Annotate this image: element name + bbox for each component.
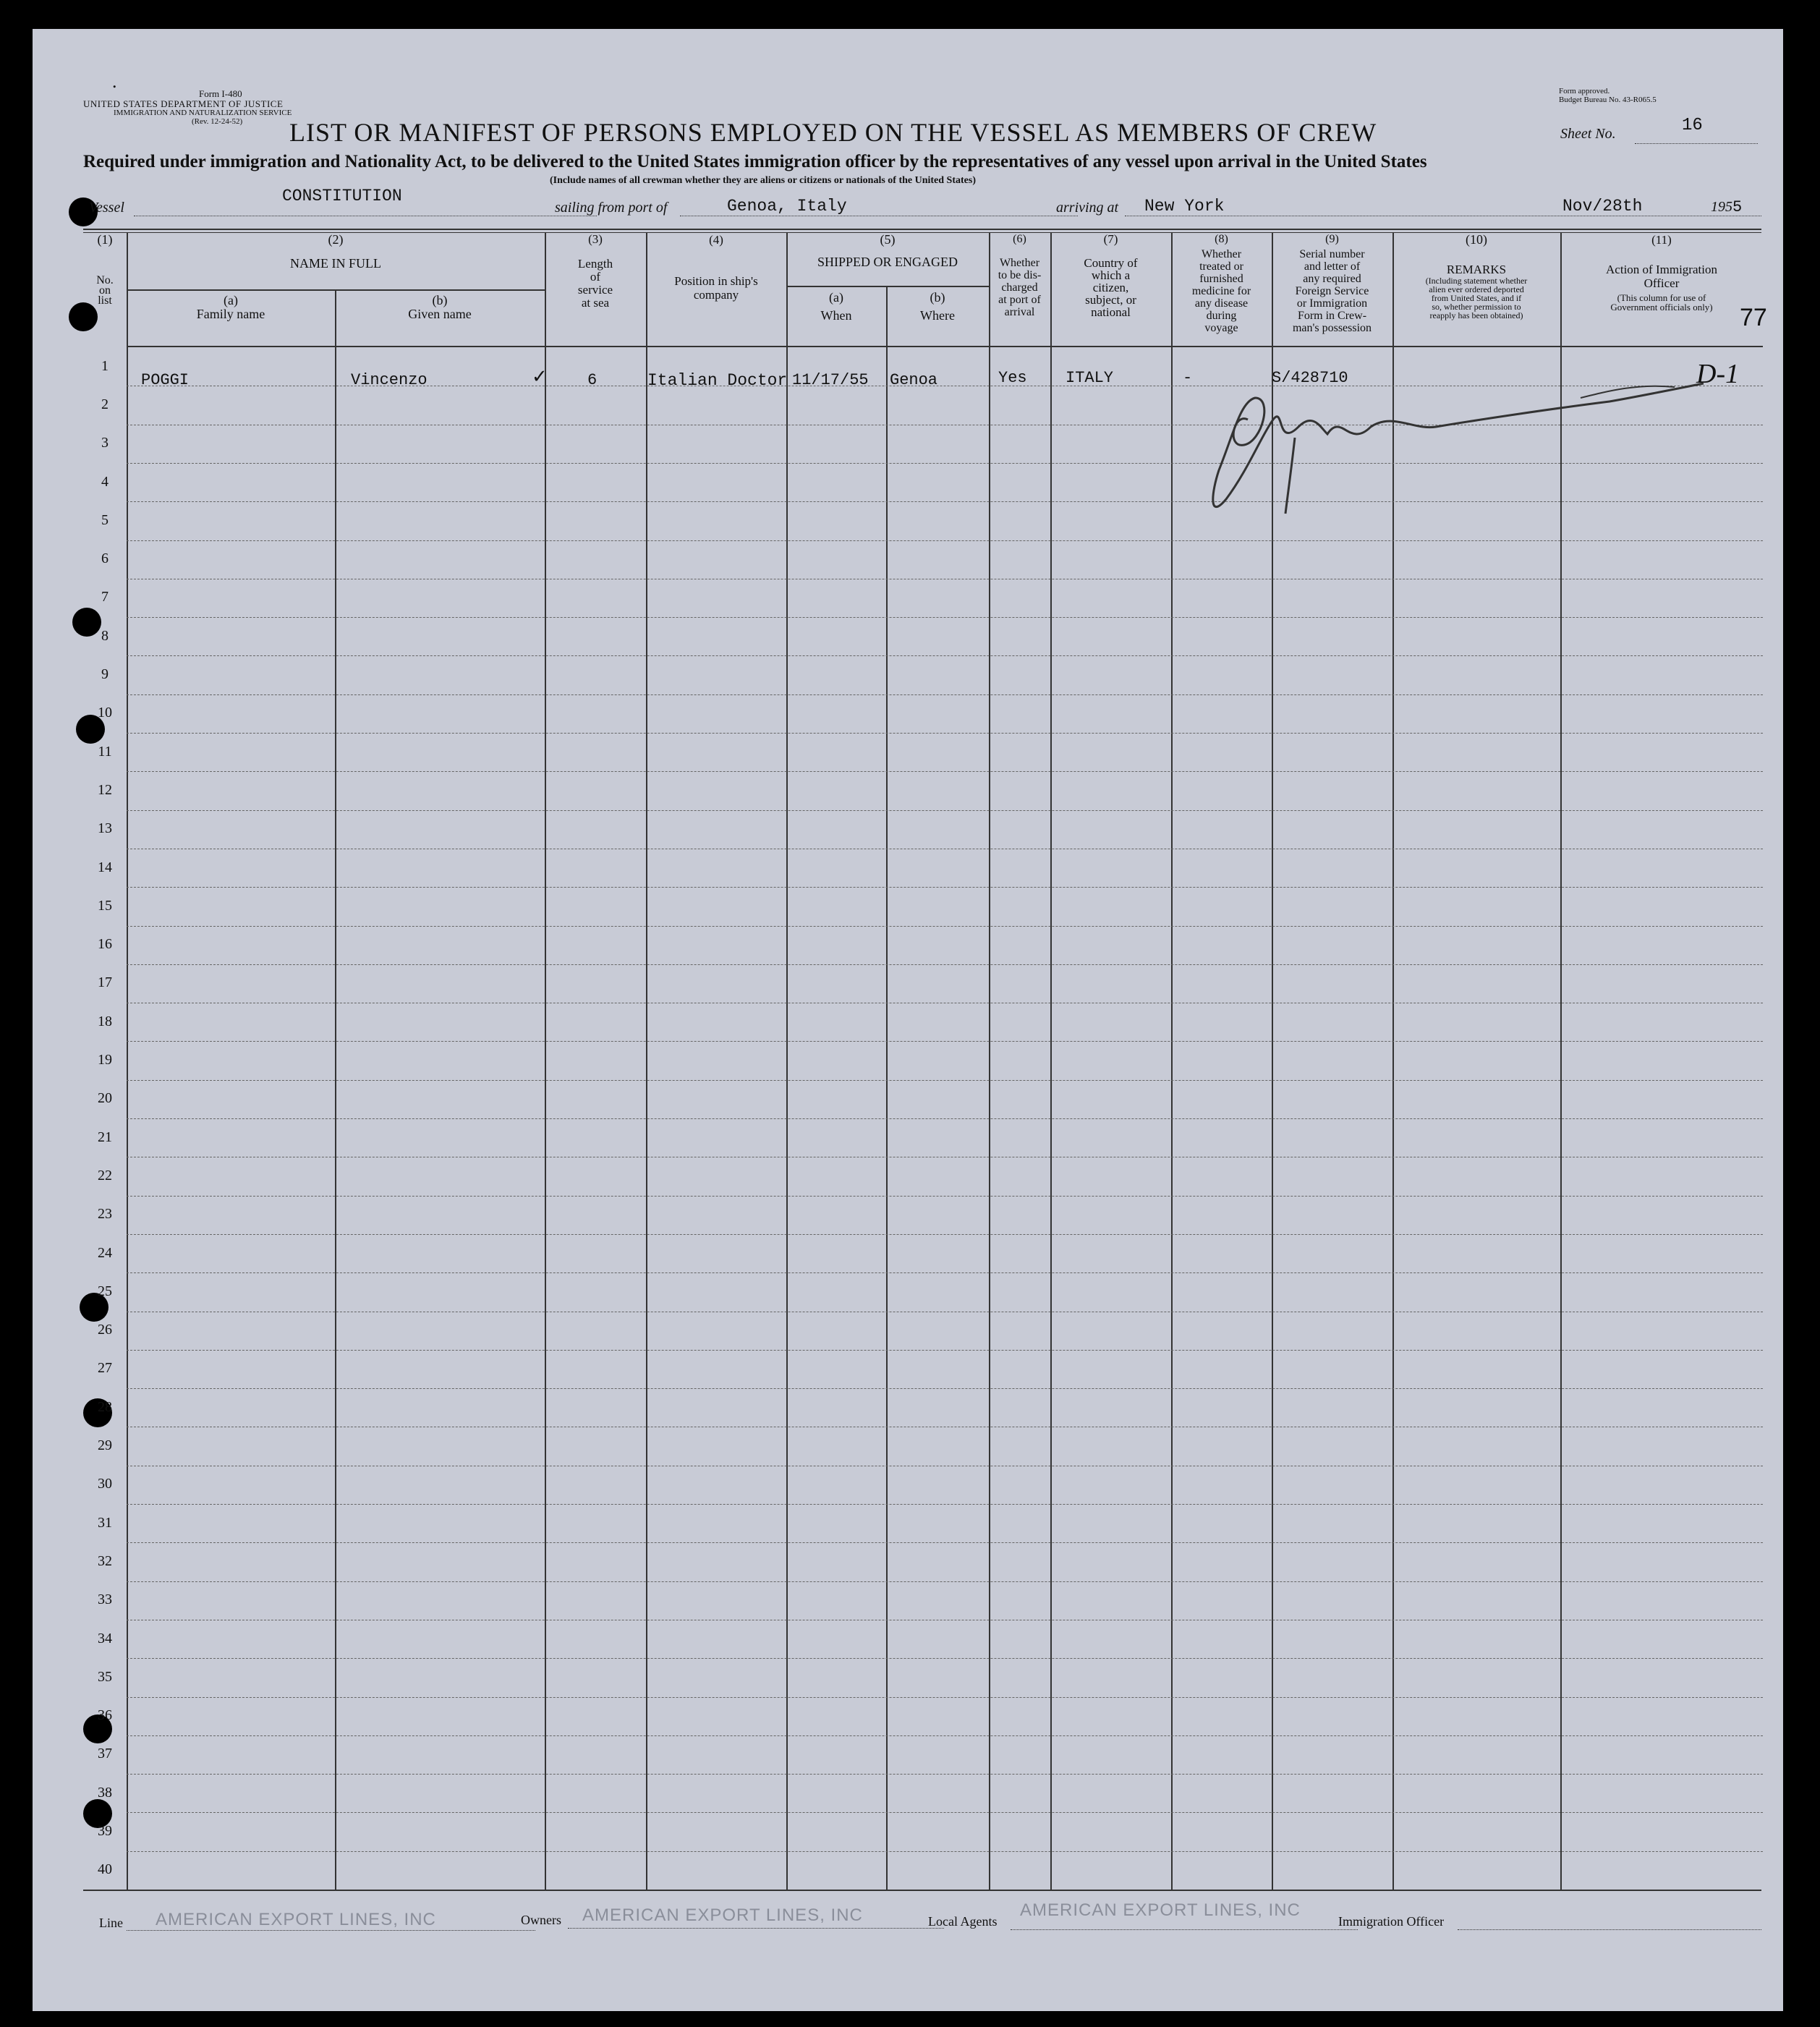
entry-country: ITALY — [1066, 369, 1114, 387]
department: UNITED STATES DEPARTMENT OF JUSTICE — [83, 98, 284, 109]
row-number: 33 — [98, 1592, 112, 1608]
row-number: 8 — [101, 627, 109, 644]
page-title: LIST OR MANIFEST OF PERSONS EMPLOYED ON THE VESSEL AS MEMBERS OF CREW — [289, 118, 1377, 147]
row-number: 30 — [98, 1476, 112, 1492]
table-row — [127, 1196, 1763, 1197]
col-position: Position in ship's — [674, 274, 758, 288]
table-row — [127, 579, 1763, 580]
row-number: 10 — [98, 705, 112, 721]
row-number: 27 — [98, 1360, 112, 1377]
row-number: 5 — [101, 511, 109, 528]
row-number: 20 — [98, 1090, 112, 1107]
table-row — [127, 887, 1763, 888]
row-number: 37 — [98, 1746, 112, 1762]
page-note: (Include names of all crewman whether they are aliens or citizens or nationals of the United States) — [550, 175, 976, 186]
row-number: 16 — [98, 936, 112, 953]
row-number: 38 — [98, 1784, 112, 1801]
table-row — [127, 1658, 1763, 1660]
row-number: 4 — [101, 473, 109, 490]
row-number: 36 — [98, 1707, 112, 1724]
entry-serial: S/428710 — [1272, 369, 1348, 387]
table-row — [127, 1427, 1763, 1428]
arrival-port: New York — [1144, 197, 1225, 216]
sheet-number: 16 — [1682, 116, 1703, 135]
table-row — [127, 1735, 1763, 1737]
col1-label: No. — [96, 274, 114, 286]
entry-when: 11/17/55 — [792, 371, 869, 389]
table-row — [127, 1312, 1763, 1313]
row-number: 28 — [98, 1398, 112, 1415]
col2-title: NAME IN FULL — [290, 256, 381, 271]
col-family-name: Family name — [196, 307, 265, 321]
col-serial: Serial number — [1299, 248, 1365, 260]
row-number: 34 — [98, 1630, 112, 1646]
row-number: 31 — [98, 1514, 112, 1531]
col-action: Action of Immigration — [1606, 263, 1717, 276]
sailing-label: sailing from port of — [555, 200, 668, 216]
table-row — [127, 694, 1763, 696]
table-row — [127, 617, 1763, 619]
arrival-year: 1955 — [1711, 198, 1743, 216]
table-row — [127, 771, 1763, 773]
col-service: Length — [577, 257, 613, 271]
agents-label: Local Agents — [928, 1914, 998, 1929]
entry-family-name: POGGI — [141, 371, 190, 389]
form-approved: Form approved. — [1559, 87, 1610, 95]
arrival-date: Nov/28th — [1562, 197, 1643, 216]
vessel-name: CONSTITUTION — [282, 187, 402, 205]
form-number: Form I-480 — [199, 88, 242, 99]
col-country: Country of — [1084, 256, 1138, 270]
table-row — [127, 1118, 1763, 1120]
entry-position: Italian Doctor — [647, 371, 788, 390]
table-row — [127, 1157, 1763, 1158]
budget-bureau: Budget Bureau No. 43-R065.5 — [1559, 95, 1657, 104]
row-number: 25 — [98, 1283, 112, 1299]
table-row — [127, 1542, 1763, 1544]
row-number: 24 — [98, 1244, 112, 1261]
service: IMMIGRATION AND NATURALIZATION SERVICE — [114, 109, 292, 117]
manifest-sheet: . Form I-480 UNITED STATES DEPARTMENT OF JUSTICE IMMIGRATION AND NATURALIZATION SERVICE (Rev. 12-24-52) Form approved. Budget Bureau No. 43-R065.5 Sheet No. 16 77 LIST OR MANIFEST OF PERSONS EMPLOYED ON THE VESSEL AS MEMBERS OF CREW Required under immigration and Nationality Act, to be delivered to the United States immigration officer by the representatives of any vessel upon arrival in the United States (Include names of all crewman whether they are aliens or citizens or nationals of the United States) Vessel CONSTITUTION sailing from port of Genoa, Italy arriving at New York Nov/28th 1955 (1) No. on list (2) NAME IN FULL (a) Family name (b) Given name (3) Length of service at sea (4) Position in ship's company (5) SHIPPED OR ENGAGED (a) When (b) Where (6) Whether to be dis- charged at port of arrival (7) Country of which a citizen, subject, or national (8) Whether treated or furnished medicine for any disease during voyage (9) Serial number and letter of any required Foreign Service or Immigration Form in Crew- man's possession (10) REMARKS (Including statement whether alien ever ordered deported from United States, and if so, whether permission to reapply has been obtained) (11) Action of Immigration Officer (This column for use of Government officials only) 1 2 3 4 5 6 7 8 9 10 11 12 13 14 15 16 17 18 19 20 21 22 23 24 25 26 27 28 29 30 31 32 33 34 35 36 37 38 39 40 POGGI Vincenzo ✓ 6 Italian Doctor 11/17/55 Genoa Yes ITALY - S/428710 D-1 Line AMERICAN EXPORT LINES, INC Owners AMERICAN EXPORT LINES, INC Local Agents AMERICAN EXPORT LINES, INC Immigration Officer — [33, 29, 1783, 2011]
col-where: Where — [920, 308, 955, 323]
table-row — [127, 1003, 1763, 1004]
row-number: 18 — [98, 1013, 112, 1029]
entry-given-name: Vincenzo — [351, 371, 428, 389]
table-row — [127, 1851, 1763, 1853]
row-number: 3 — [101, 435, 109, 451]
col-when: When — [820, 308, 852, 323]
row-number: 39 — [98, 1823, 112, 1840]
row-number: 6 — [101, 551, 109, 567]
table-row — [127, 1080, 1763, 1082]
col-medicine: Whether — [1201, 248, 1242, 260]
line-value: AMERICAN EXPORT LINES, INC — [156, 1910, 436, 1929]
table-row — [127, 733, 1763, 734]
table-row — [127, 964, 1763, 966]
table-row — [127, 1041, 1763, 1042]
row-number: 12 — [98, 781, 112, 798]
signature-scribble — [1204, 369, 1725, 543]
sailing-port: Genoa, Italy — [727, 197, 847, 216]
entry-where: Genoa — [890, 371, 938, 389]
table-row — [127, 1697, 1763, 1699]
sheet-label: Sheet No. — [1560, 126, 1616, 142]
row-number: 17 — [98, 974, 112, 991]
table-row — [127, 810, 1763, 812]
check-mark: ✓ — [532, 366, 548, 387]
line-label: Line — [99, 1916, 123, 1930]
table-row — [127, 1234, 1763, 1236]
officer-label: Immigration Officer — [1338, 1914, 1445, 1929]
row-number: 29 — [98, 1437, 112, 1454]
owners-value: AMERICAN EXPORT LINES, INC — [582, 1905, 863, 1925]
table-row — [127, 655, 1763, 657]
table-row — [127, 1812, 1763, 1814]
entry-action: D-1 — [1696, 359, 1740, 389]
row-number: 9 — [101, 666, 109, 683]
row-number: 26 — [98, 1322, 112, 1338]
table-row — [127, 1504, 1763, 1505]
row-number: 7 — [101, 589, 109, 605]
punch-hole — [69, 302, 98, 331]
revision: (Rev. 12-24-52) — [192, 117, 243, 126]
table-row — [127, 1350, 1763, 1351]
col-shipped-title: SHIPPED OR ENGAGED — [817, 255, 958, 269]
row-number: 11 — [98, 743, 112, 760]
table-row — [127, 1388, 1763, 1390]
table-row — [127, 1620, 1763, 1621]
agents-value: AMERICAN EXPORT LINES, INC — [1020, 1900, 1301, 1920]
row-number: 22 — [98, 1167, 112, 1184]
table-row — [127, 1581, 1763, 1583]
row-number: 23 — [98, 1206, 112, 1223]
col-remarks: REMARKS — [1446, 263, 1507, 276]
row-number: 13 — [98, 820, 112, 837]
row-number: 1 — [101, 357, 109, 374]
col1-number: (1) — [97, 232, 113, 247]
table-row — [127, 926, 1763, 927]
row-number: 35 — [98, 1668, 112, 1685]
row-number: 15 — [98, 897, 112, 914]
arriving-label: arriving at — [1056, 200, 1119, 216]
col-given-name: Given name — [408, 307, 472, 321]
row-number: 21 — [98, 1129, 112, 1145]
entry-medicine: - — [1183, 369, 1193, 387]
row-number: 40 — [98, 1861, 112, 1878]
row-number: 19 — [98, 1052, 112, 1068]
page-subtitle: Required under immigration and Nationality Act, to be delivered to the United States immigration officer by the representatives of any vessel upon arrival in the United States — [83, 152, 1427, 171]
stamp-number: 77 — [1740, 304, 1767, 331]
table-row — [127, 1774, 1763, 1775]
entry-discharged: Yes — [998, 369, 1027, 387]
dot-mark: . — [112, 71, 117, 92]
table-row — [127, 1272, 1763, 1274]
row-number: 2 — [101, 396, 109, 412]
row-number: 14 — [98, 859, 112, 875]
col2-number: (2) — [328, 232, 344, 247]
row-number: 32 — [98, 1552, 112, 1569]
table-row — [127, 849, 1763, 850]
col-discharged: Whether — [999, 257, 1040, 269]
owners-label: Owners — [521, 1913, 561, 1927]
entry-service: 6 — [587, 371, 598, 389]
table-row — [127, 1466, 1763, 1467]
vessel-label: Vessel — [89, 200, 124, 216]
